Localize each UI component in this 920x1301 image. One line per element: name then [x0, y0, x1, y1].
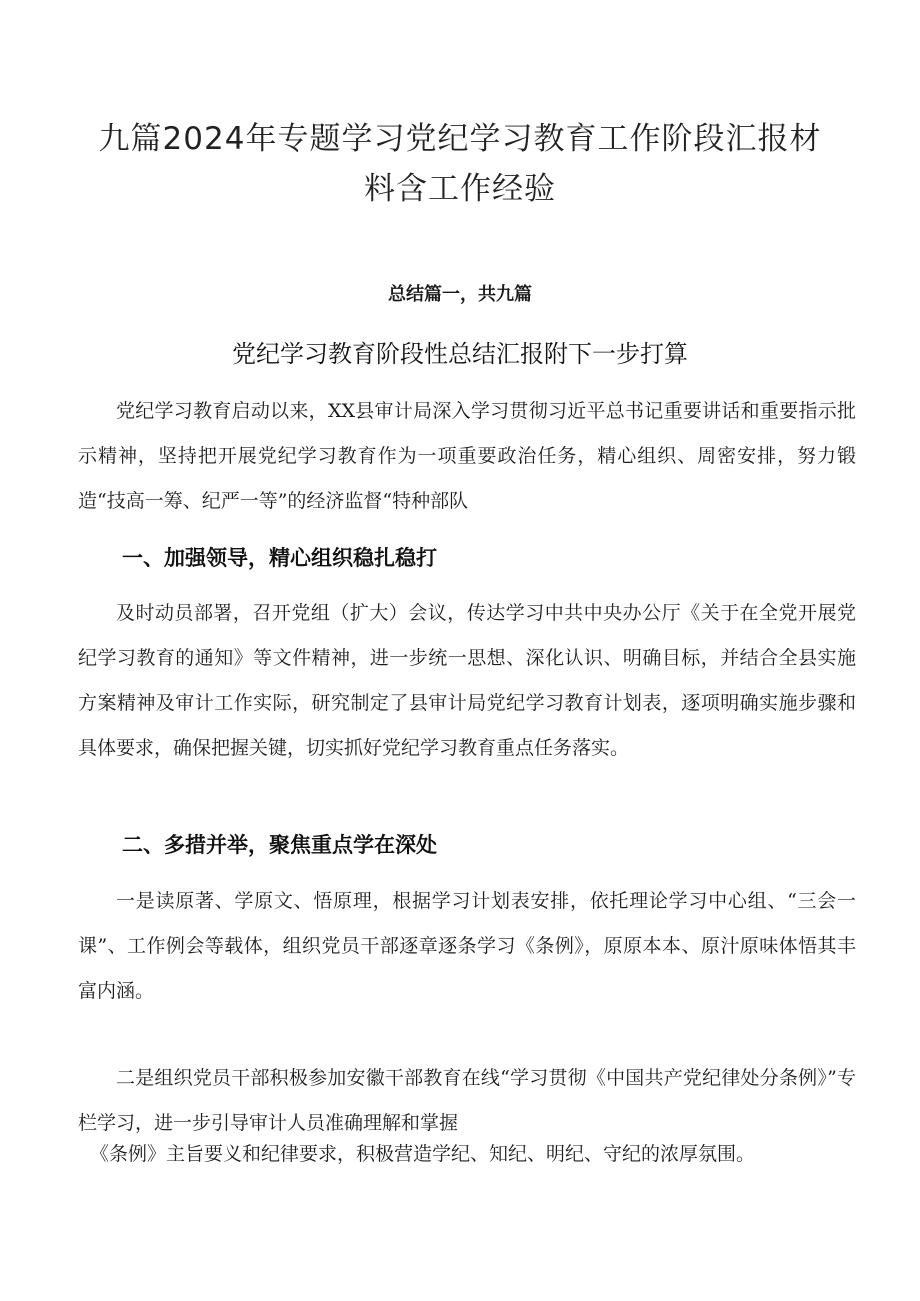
paragraph-two-c: 《条例》主旨要义和纪律要求，积极营造学纪、知纪、明纪、守纪的浓厚氛围。 [90, 1143, 756, 1165]
document-title-line-2: 料含工作经验 [364, 171, 556, 207]
section-title: 党纪学习教育阶段性总结汇报附下一步打算 [232, 340, 688, 368]
heading-two: 二、多措并举，聚焦重点学在深处 [122, 833, 437, 857]
document-subtitle: 总结篇一，共九篇 [388, 284, 532, 305]
document-title-line-1: 九篇2024年专题学习党纪学习教育工作阶段汇报材 [98, 121, 822, 157]
paragraph-two-b: 二是组织党员干部积极参加安徽干部教育在线“学习贯彻《中国共产党纪律处分条例》”专栏学习，进一步引导审计人员准确理解和掌握 [78, 1067, 856, 1134]
heading-one: 一、加强领导，精心组织稳扎稳打 [122, 546, 437, 570]
intro-paragraph: 党纪学习教育启动以来，XX县审计局深入学习贯彻习近平总书记重要讲话和重要指示批示精神，坚持把开展党纪学习教育作为一项重要政治任务，精心组织、周密安排，努力锻造“技高一筹、纪严一等”的经济监督“特种部队 [78, 400, 856, 512]
document-title [80, 114, 840, 214]
paragraph-two-a: 一是读原著、学原文、悟原理，根据学习计划表安排，依托理论学习中心组、“三会一课”、工作例会等载体，组织党员干部逐章逐条学习《条例》，原原本本、原汁原味体悟其丰富内涵。 [78, 890, 856, 1002]
paragraph-one: 及时动员部署，召开党组（扩大）会议，传达学习中共中央办公厅《关于在全党开展党纪学习教育的通知》等文件精神，进一步统一思想、深化认识、明确目标，并结合全县实施方案精神及审计工作实际，研究制定了县审计局党纪学习教育计划表，逐项明确实施步骤和具体要求，确保把握关键，切实抓好党纪学习教育重点任务落实。 [78, 602, 856, 759]
